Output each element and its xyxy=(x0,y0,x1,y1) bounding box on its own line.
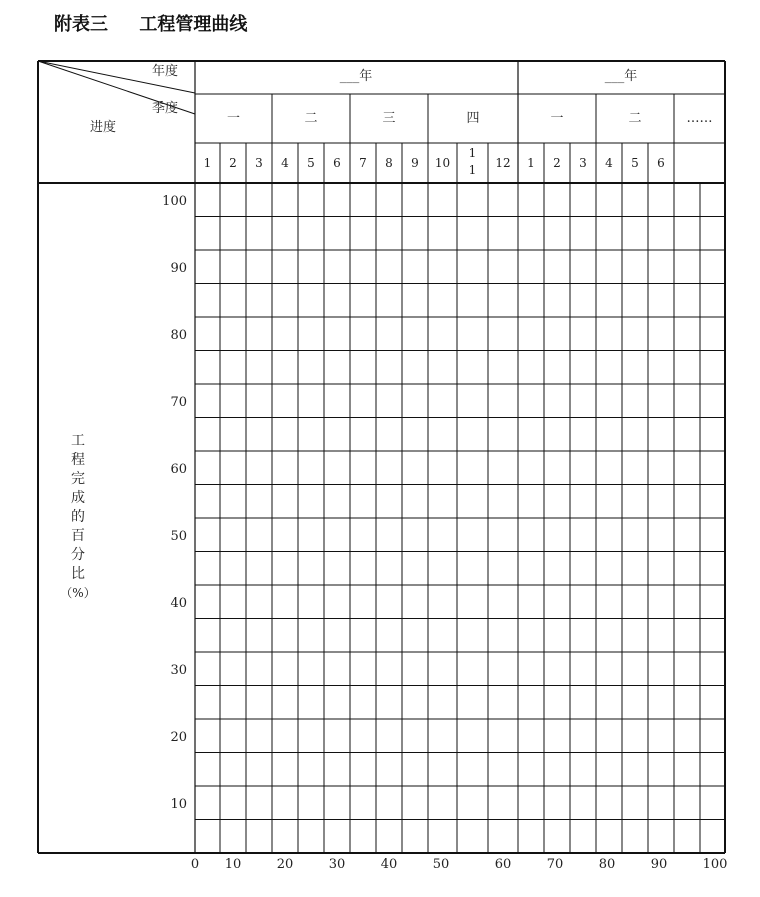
month-label: 1 1 xyxy=(468,146,477,177)
y-axis-label-char: 的 xyxy=(71,509,85,525)
quarter-label: 一 xyxy=(226,111,241,126)
x-tick-label: 100 xyxy=(702,857,728,872)
month-label: 5 xyxy=(307,156,315,170)
month-label: 8 xyxy=(385,156,393,170)
header-progress-label: 进度 xyxy=(89,120,117,135)
y-axis-label-char: 完 xyxy=(71,471,85,487)
y-axis-label-char: （%） xyxy=(60,586,96,600)
month-label: 1 xyxy=(527,156,535,170)
x-tick-label: 10 xyxy=(224,857,242,872)
y-tick-label: 20 xyxy=(170,729,187,745)
y-axis-label-char: 百 xyxy=(71,528,85,544)
month-label: 9 xyxy=(411,156,419,170)
y-axis-label-char: 分 xyxy=(71,547,85,563)
month-label: 4 xyxy=(281,156,289,170)
page-title: 附表三 工程管理曲线 xyxy=(54,14,248,35)
y-tick-label: 90 xyxy=(170,260,187,276)
month-label: 2 xyxy=(553,156,561,170)
month-label: 7 xyxy=(359,156,367,170)
month-label: 2 xyxy=(229,156,237,170)
y-tick-label: 10 xyxy=(170,796,187,812)
y-tick-label: 50 xyxy=(170,528,187,544)
x-tick-label: 20 xyxy=(276,857,294,872)
quarter-label: 三 xyxy=(382,111,396,126)
y-axis-label-char: 工 xyxy=(71,433,85,449)
x-tick-label: 70 xyxy=(546,857,564,872)
y-tick-label: 60 xyxy=(170,461,187,477)
y-tick-label: 80 xyxy=(170,327,187,343)
x-tick-label: 0 xyxy=(190,857,200,872)
quarter-label: 四 xyxy=(466,111,480,126)
month-label: 10 xyxy=(434,156,451,170)
quarter-label: 一 xyxy=(550,111,564,126)
y-axis-label-char: 比 xyxy=(71,566,85,582)
month-label: 3 xyxy=(255,156,263,170)
quarter-label: 二 xyxy=(304,111,318,126)
month-label: 5 xyxy=(631,156,639,170)
y-tick-label: 70 xyxy=(170,394,187,410)
year-2-label: ___年 xyxy=(604,69,638,84)
x-tick-label: 60 xyxy=(494,857,512,872)
y-tick-label: 30 xyxy=(170,662,187,678)
year-1-label: ___年 xyxy=(339,69,373,84)
month-label: 12 xyxy=(495,156,511,170)
y-axis-label-char: 成 xyxy=(71,490,85,506)
y-tick-label: 100 xyxy=(162,193,187,209)
month-label: 4 xyxy=(605,156,613,170)
x-tick-label: 30 xyxy=(328,857,346,872)
quarter-label: …… xyxy=(686,111,713,126)
x-tick-label: 80 xyxy=(598,857,616,872)
x-tick-label: 50 xyxy=(432,857,450,872)
month-label: 1 xyxy=(203,156,212,170)
month-label: 3 xyxy=(579,156,587,170)
quarter-label: 二 xyxy=(628,111,642,126)
month-label: 6 xyxy=(657,156,665,170)
y-tick-label: 40 xyxy=(170,595,187,611)
x-tick-label: 40 xyxy=(380,857,398,872)
header-quarter-label: 季度 xyxy=(151,101,179,116)
x-tick-label: 90 xyxy=(650,857,668,872)
month-label: 6 xyxy=(333,156,341,170)
y-axis-label-char: 程 xyxy=(71,452,85,468)
header-year-label: 年度 xyxy=(151,64,179,79)
